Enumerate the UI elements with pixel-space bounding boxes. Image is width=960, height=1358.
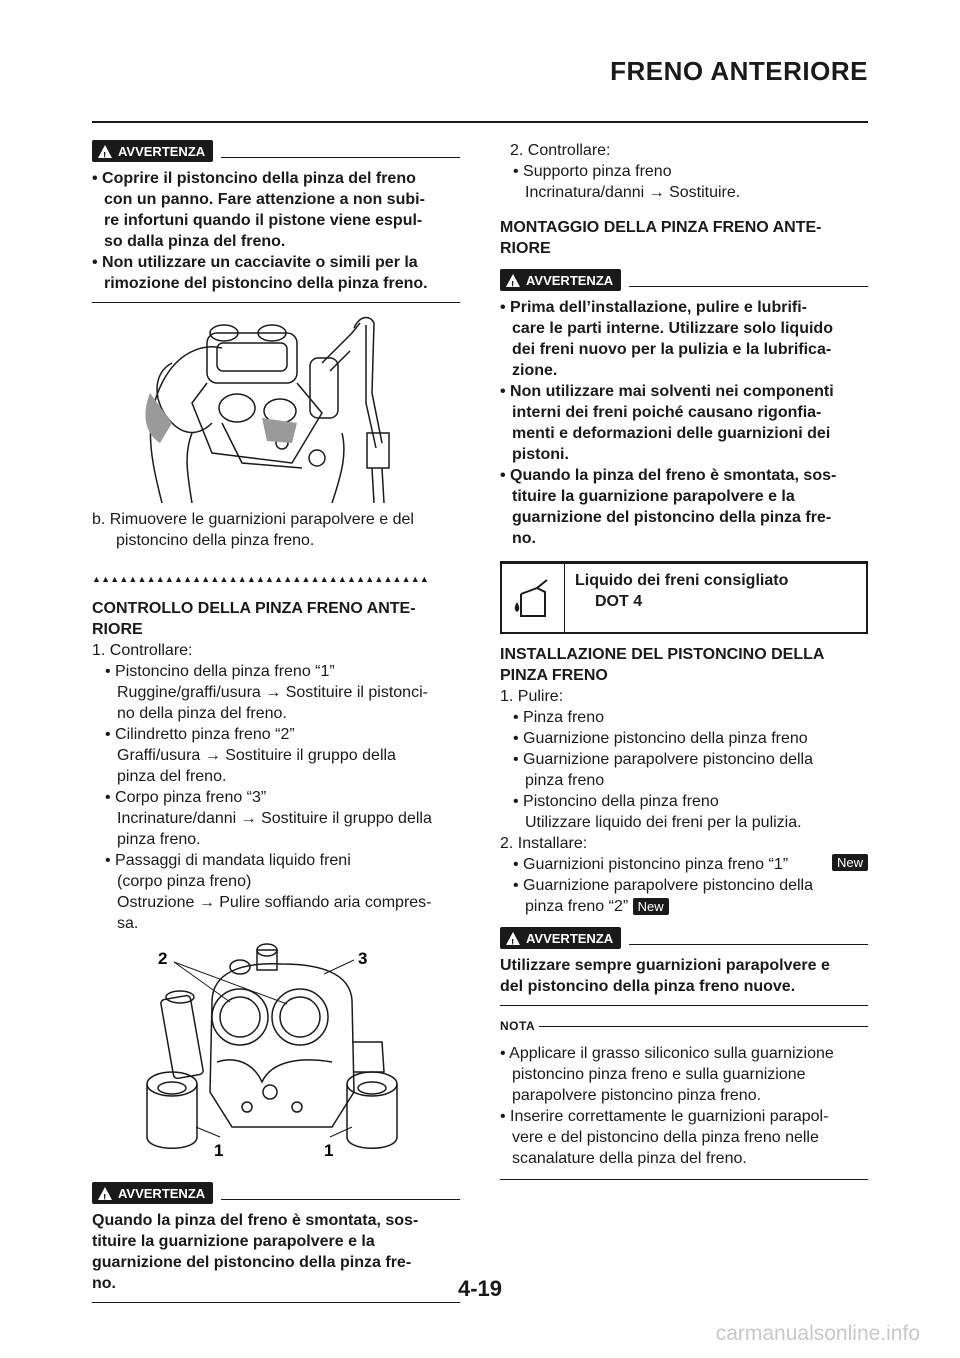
step-b: b. Rimuovere le guarnizioni parapolvere e del: [92, 511, 414, 528]
warning-header-3: [500, 269, 868, 291]
left-column: [92, 140, 460, 1303]
warning-badge: ! AVVERTENZA: [92, 1182, 213, 1204]
callout-2: 2: [158, 949, 168, 968]
warning-text-4: Utilizzare sempre guarnizioni parapolvere e del pistoncino della pinza freno nuove.: [500, 957, 830, 995]
right-column: [500, 140, 868, 1180]
warning-label: AVVERTENZA: [118, 143, 206, 159]
warning-badge: [92, 140, 213, 162]
section-title-installazione: INSTALLAZIONE DEL PISTONCINO DELLA PINZA FRENO: [500, 646, 825, 684]
warning-icon: [506, 932, 520, 945]
note-header: [500, 1016, 868, 1037]
warning-header-4: [500, 927, 868, 949]
page-title: FRENO ANTERIORE: [610, 56, 868, 86]
warning-text-3: • Prima dell’installazione, pulire e lubrifi- care le parti interne. Utilizzare solo liquido dei freni nuovo per la pulizia e la lubrifica- zione. • Non utilizzare mai solventi nei componenti interni dei freni poiché causano rigonfia- menti e deformazioni delle guarnizioni dei pistoni. • Quando la pinza del freno è smontata, sos- tituire la guarnizione parapolvere e la guarnizione del pistoncino della pinza fre- no.: [500, 299, 837, 547]
section-title-montaggio: MONTAGGIO DELLA PINZA FRENO ANTE- RIORE: [500, 219, 822, 257]
note-text: • Applicare il grasso siliconico sulla guarnizione pistoncino pinza freno e sulla guarnizione parapolvere pistoncino pinza freno. • Inserire correttamente le guarnizioni parapol- vere e del pistoncino della pinza freno nelle scanalature della pinza del freno.: [500, 1045, 834, 1167]
watermark: carmanualsonline.info: [715, 1322, 920, 1345]
callout-3: 3: [358, 949, 368, 968]
warning-icon: [98, 145, 112, 158]
recommended-fluid-box: [500, 561, 868, 634]
warning-badge: ! AVVERTENZA: [500, 269, 621, 291]
callout-1a: 1: [214, 1141, 224, 1160]
new-badge: New: [633, 898, 669, 915]
note-label: NOTA: [500, 1019, 536, 1033]
warning-header: [92, 140, 460, 162]
header-rule: [92, 121, 868, 123]
callout-1b: 1: [324, 1141, 334, 1160]
warning-icon: [506, 274, 520, 287]
check-list: 1. Controllare: • Pistoncino della pinza freno “1” Ruggine/graffi/usura → Sostituire il pistonci- no della pinza del freno. • Cilindretto pinza freno “2” Graffi/usura → Sostituire il gruppo della pinza del freno. • Corpo pinza freno “3” Incrinature/danni → Sostituire il gruppo della pinza freno. • Passaggi di mandata liquido freni (corpo pinza freno) Ostruzione → Pulire soffiando aria compres- sa.: [92, 642, 432, 932]
warning-icon: [98, 1187, 112, 1200]
check-list-2: 2. Controllare: • Supporto pinza freno Incrinatura/danni → Sostituire.: [510, 142, 741, 201]
section-end-marker: ▲▲▲▲▲▲▲▲▲▲▲▲▲▲▲▲▲▲▲▲▲▲▲▲▲▲▲▲▲▲▲▲▲▲▲▲▲: [92, 574, 429, 584]
warning-header-2: [92, 1182, 460, 1204]
new-badge: New: [832, 854, 868, 871]
oil-can-icon: [502, 564, 565, 632]
caliper-body-illustration: [92, 942, 460, 1172]
warning-text-1: • Coprire il pistoncino della pinza del freno con un panno. Fare attenzione a non subi- re infortuni quando il pistone viene espul- so dalla pinza del freno. • Non utilizzare un cacciavite o simili per la rimozione del pistoncino della pinza freno.: [92, 170, 428, 292]
page-number: 4-19: [457, 1276, 503, 1301]
section-title-controllo: CONTROLLO DELLA PINZA FRENO ANTE- RIORE: [92, 600, 416, 638]
step-b-cont: pistoncino della pinza freno.: [116, 532, 315, 549]
clean-install-list: 1. Pulire: • Pinza freno • Guarnizione pistoncino della pinza freno • Guarnizione parapolvere pistoncino della pinza freno • Pistoncino della pinza freno Utilizzare liquido dei freni per la pulizia. 2. Installare: • Guarnizioni pistoncino pinza freno “1” New • Guarnizione parapolvere pistoncino della pinza freno “2” New: [500, 686, 868, 917]
warning-badge: ! AVVERTENZA: [500, 927, 621, 949]
warning-text-2: Quando la pinza del freno è smontata, sos- tituire la guarnizione parapolvere e la guarnizione del pistoncino della pinza fre- no.: [92, 1212, 419, 1292]
fluid-title: Liquido dei freni consigliato: [575, 572, 789, 589]
fluid-value: DOT 4: [595, 593, 643, 610]
caliper-removal-illustration: [92, 303, 460, 503]
